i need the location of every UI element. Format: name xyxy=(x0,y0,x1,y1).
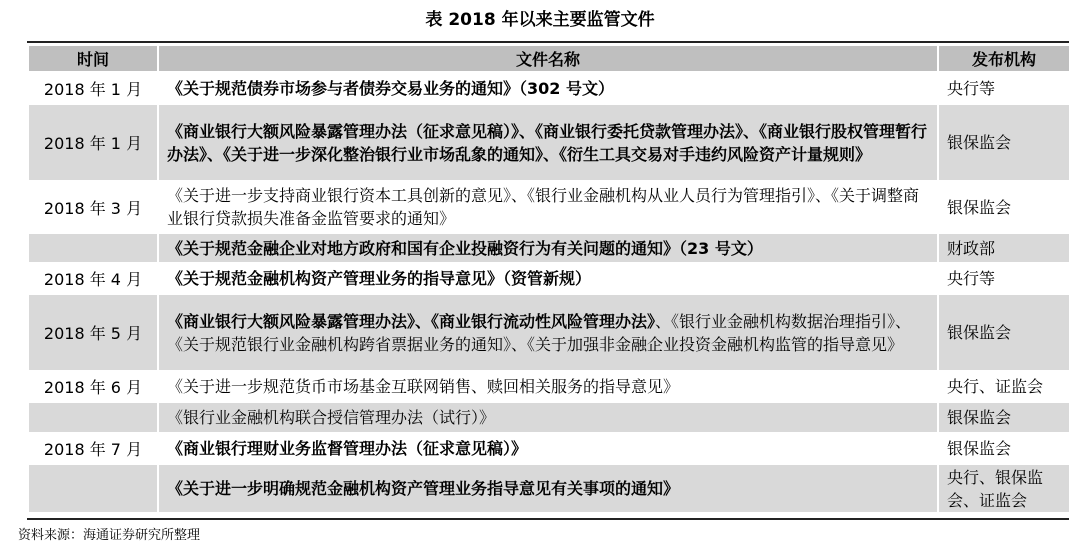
table-row xyxy=(28,72,1070,104)
top-rule xyxy=(27,41,1069,43)
row-doc: 《商业银行大额风险暴露管理办法（征求意见稿）》、《商业银行委托贷款管理办法》、《商业银行股权管理暂行办法》、《关于进一步深化整治银行业市场乱象的通知》、《衍生工具交易对手违约风险资产计量规则》 xyxy=(158,104,938,181)
table-row xyxy=(28,464,1070,513)
header-doc: 文件名称 xyxy=(158,45,938,72)
table-row xyxy=(28,104,1070,181)
regulation-table xyxy=(27,44,1071,514)
row-org: 银保监会 xyxy=(938,294,1070,371)
row-doc-regular-part: 、《银行业金融机构数据治理指引》、《关于规范银行业金融机构跨省票据业务的通知》、《关于加强非金融企业投资金融机构监管的指导意见》 xyxy=(167,311,912,354)
bottom-rule xyxy=(27,518,1069,520)
row-date: 2018 年 6 月 xyxy=(28,371,158,402)
row-org: 央行、证监会 xyxy=(938,371,1070,402)
table-row xyxy=(28,402,1070,433)
row-date: 2018 年 5 月 xyxy=(28,294,158,371)
row-org: 央行等 xyxy=(938,72,1070,104)
row-doc-bold-part: 《商业银行大额风险暴露管理办法》、《商业银行流动性风险管理办法》 xyxy=(167,311,656,331)
table-row xyxy=(28,371,1070,402)
row-date xyxy=(28,464,158,513)
row-date xyxy=(28,233,158,263)
row-date: 2018 年 1 月 xyxy=(28,104,158,181)
header-org: 发布机构 xyxy=(938,45,1070,72)
source-note: 资料来源：海通证券研究所整理 xyxy=(18,528,201,543)
row-doc xyxy=(158,294,938,371)
row-doc: 《银行业金融机构联合授信管理办法（试行）》 xyxy=(158,402,938,433)
row-date xyxy=(28,402,158,433)
row-org: 银保监会 xyxy=(938,181,1070,233)
table-row xyxy=(28,294,1070,371)
row-doc: 《关于规范金融企业对地方政府和国有企业投融资行为有关问题的通知》（23 号文） xyxy=(158,233,938,263)
row-org: 银保监会 xyxy=(938,433,1070,464)
table-row xyxy=(28,433,1070,464)
row-date: 2018 年 7 月 xyxy=(28,433,158,464)
row-doc: 《商业银行理财业务监督管理办法（征求意见稿）》 xyxy=(158,433,938,464)
table-row xyxy=(28,263,1070,294)
row-org: 央行、银保监会、证监会 xyxy=(938,464,1070,513)
table-row xyxy=(28,181,1070,233)
row-doc: 《关于进一步明确规范金融机构资产管理业务指导意见有关事项的通知》 xyxy=(158,464,938,513)
row-date: 2018 年 4 月 xyxy=(28,263,158,294)
row-org: 财政部 xyxy=(938,233,1070,263)
row-org: 央行等 xyxy=(938,263,1070,294)
header-time: 时间 xyxy=(28,45,158,72)
row-doc: 《关于进一步规范货币市场基金互联网销售、赎回相关服务的指导意见》 xyxy=(158,371,938,402)
row-doc: 《关于进一步支持商业银行资本工具创新的意见》、《银行业金融机构从业人员行为管理指引》、《关于调整商业银行贷款损失准备金监管要求的通知》 xyxy=(158,181,938,233)
row-doc: 《关于规范金融机构资产管理业务的指导意见》（资管新规） xyxy=(158,263,938,294)
row-org: 银保监会 xyxy=(938,104,1070,181)
header-row xyxy=(28,45,1070,72)
table-row xyxy=(28,233,1070,263)
row-doc: 《关于规范债券市场参与者债券交易业务的通知》（302 号文） xyxy=(158,72,938,104)
row-org: 银保监会 xyxy=(938,402,1070,433)
row-date: 2018 年 3 月 xyxy=(28,181,158,233)
table-title: 表 2018 年以来主要监管文件 xyxy=(425,10,655,30)
row-date: 2018 年 1 月 xyxy=(28,72,158,104)
